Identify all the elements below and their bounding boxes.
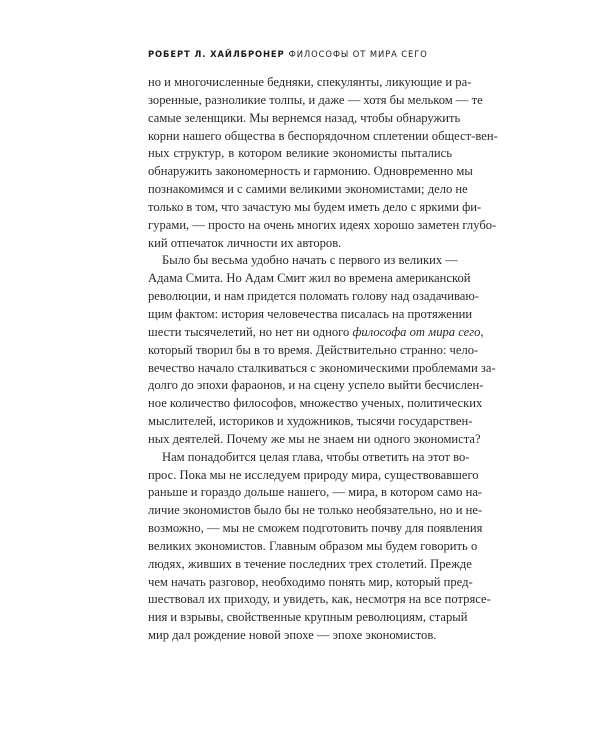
- text-line: личие экономистов было бы не только необязательно, но и не-: [148, 503, 483, 518]
- text-line: раньше и гораздо дольше нашего, — мира, в котором само на-: [148, 485, 483, 500]
- text-line: который творил бы в то время. Действительно странно: чело-: [148, 342, 479, 357]
- text-line: обнаружить закономерность и гармонию. Одновременно мы: [148, 164, 473, 179]
- body-text: [148, 74, 498, 645]
- text-line: ных деятелей. Почему же мы не знаем ни одного экономиста?: [148, 431, 481, 446]
- text-line: ное количество философов, множество ученых, политических: [148, 396, 483, 411]
- text-line: щим фактом: история человечества писалась на протяжении: [148, 306, 473, 321]
- italic-phrase: философа от мира сего: [352, 324, 481, 339]
- text-line: мыслителей, историков и художников, тысячи государствен-: [148, 414, 473, 429]
- text-line: Адама Смита. Но Адам Смит жил во времена американской: [148, 271, 471, 286]
- text-line: ных структур, в котором великие экономисты пытались: [148, 146, 452, 161]
- text-line: шести тысячелетий, но нет ни одного философа от мира сего,: [148, 324, 484, 339]
- text-line: мир дал рождение новой эпохе — эпохе экономистов.: [148, 628, 437, 643]
- text-line: чем начать разговор, необходимо понять мир, который пред-: [148, 574, 473, 589]
- text-line: познакомимся и с самими великими экономистами; дело не: [148, 182, 468, 197]
- text-line: долго до эпохи фараонов, и на сцену успело выйти бесчислен-: [148, 378, 484, 393]
- text-line: ния и взрывы, свойственные крупным революциям, старый: [148, 610, 468, 625]
- running-head: [148, 49, 428, 59]
- text-line: прос. Пока мы не исследуем природу мира, существовавшего: [148, 467, 479, 482]
- text-line: корни нашего общества в беспорядочном сплетении общест-вен-: [148, 128, 498, 143]
- text-line: возможно, — мы не сможем подготовить почву для появления: [148, 521, 483, 536]
- text-line: зоренные, разноликие толпы, и даже — хотя бы мельком — те: [148, 92, 483, 107]
- running-head-author: РОБЕРТ Л. ХАЙЛБРОНЕР: [148, 49, 285, 59]
- text-line: кий отпечаток личности их авторов.: [148, 235, 342, 250]
- text-line: революции, и нам придется поломать голову над озадачиваю-: [148, 289, 479, 304]
- running-head-book-title: ФИЛОСОФЫ ОТ МИРА СЕГО: [288, 49, 428, 59]
- text-line: самые зеленщики. Мы вернемся назад, чтобы обнаружить: [148, 110, 461, 125]
- text-line: людях, живших в течение последних трех столетий. Прежде: [148, 556, 472, 571]
- text-line: вечество начало сталкиваться с экономическими проблемами за-: [148, 360, 496, 375]
- text-line: но и многочисленные бедняки, спекулянты, ликующие и ра-: [148, 75, 472, 89]
- text-line: Было бы весьма удобно начать с первого из великих —: [162, 253, 458, 268]
- text-line: гурами, — просто на очень многих идеях хорошо заметен глубо-: [148, 217, 497, 232]
- text-line: только в том, что зачастую мы будем иметь дело с яркими фи-: [148, 199, 482, 214]
- text-line: Нам понадобится целая глава, чтобы ответить на этот во-: [162, 449, 470, 464]
- text-line: шествовал их приходу, и увидеть, как, несмотря на все потрясе-: [148, 592, 491, 607]
- text-line: великих экономистов. Главным образом мы будем говорить о: [148, 538, 478, 553]
